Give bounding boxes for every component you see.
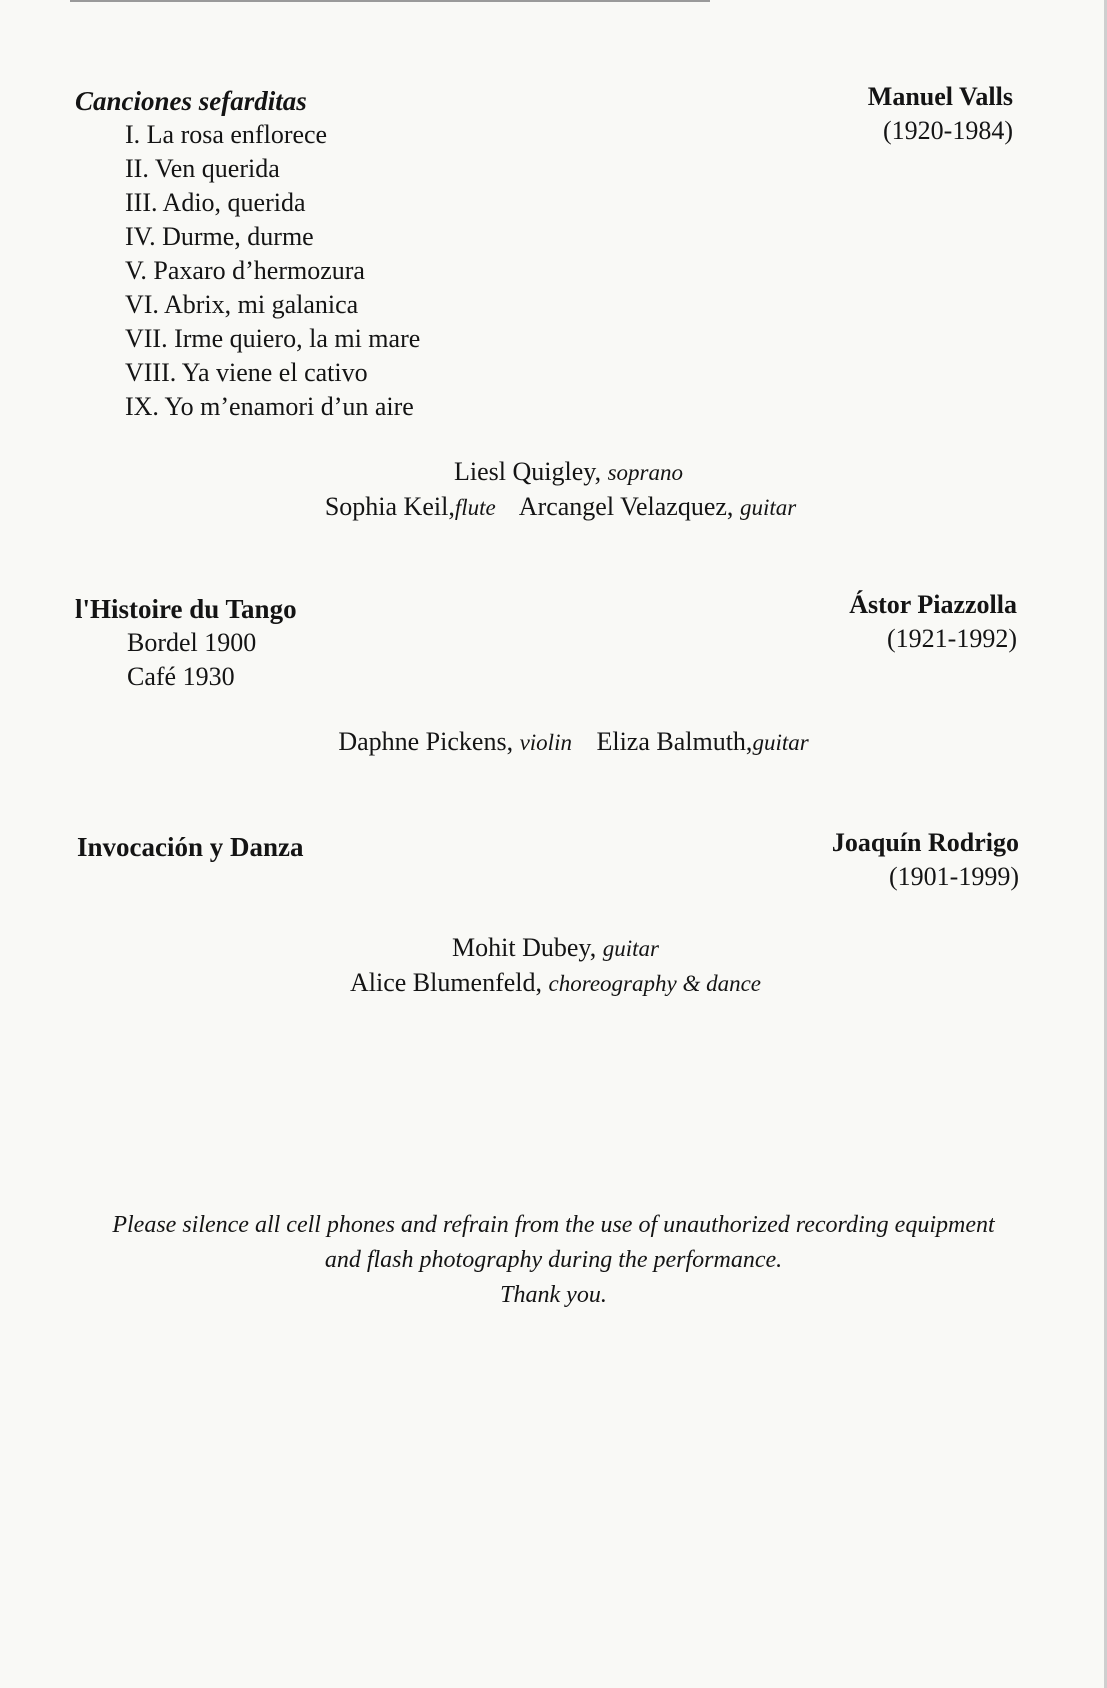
- performer-credits: [0, 931, 1107, 1001]
- composer-info: [849, 588, 1017, 656]
- movement-item: III. Adio, querida: [125, 188, 306, 217]
- movement-item: IV. Durme, durme: [125, 222, 314, 251]
- movement-item: IX. Yo m’enamori d’un aire: [125, 392, 414, 421]
- performer-instrument: violin: [519, 730, 572, 755]
- movement-item: VIII. Ya viene el cativo: [125, 358, 368, 387]
- notice-line: Please silence all cell phones and refrain from the use of unauthorized recording equipment: [112, 1212, 995, 1238]
- performer-name: Sophia Keil,: [324, 492, 455, 521]
- performer-instrument: choreography & dance: [548, 971, 762, 996]
- performer-instrument: soprano: [607, 460, 683, 485]
- performer-name: Mohit Dubey,: [452, 933, 597, 962]
- performer-instrument: guitar: [752, 730, 809, 755]
- performer-instrument: flute: [454, 495, 496, 520]
- movement-list: [127, 626, 256, 694]
- movement-item: VII. Irme quiero, la mi mare: [125, 324, 421, 353]
- performer-instrument: guitar: [739, 495, 797, 520]
- work-title: Invocación y Danza: [77, 832, 304, 862]
- composer-info: [868, 80, 1013, 148]
- work-title: l'Histoire du Tango: [75, 594, 297, 624]
- composer-info: [832, 826, 1019, 894]
- notice-line: and flash photography during the performance.: [324, 1247, 783, 1273]
- work-title: Canciones sefarditas: [75, 86, 307, 116]
- notice-line: Thank you.: [500, 1282, 607, 1308]
- performer-credits: [0, 455, 1107, 525]
- movement-item: Café 1930: [127, 662, 235, 691]
- performer-instrument: guitar: [602, 936, 659, 961]
- movement-item: V. Paxaro d’hermozura: [125, 256, 365, 285]
- movement-item: VI. Abrix, mi galanica: [125, 290, 359, 319]
- composer-name: Ástor Piazzolla: [849, 590, 1017, 619]
- performer-name: Alice Blumenfeld,: [349, 968, 543, 997]
- performer-name: Eliza Balmuth,: [596, 727, 753, 756]
- performer-credits: [0, 725, 1107, 760]
- performer-name: Arcangel Velazquez,: [518, 492, 734, 521]
- composer-name: Manuel Valls: [867, 82, 1013, 111]
- movement-item: Bordel 1900: [127, 628, 257, 657]
- composer-name: Joaquín Rodrigo: [831, 828, 1019, 857]
- composer-dates: (1921-1992): [887, 624, 1017, 653]
- composer-dates: (1920-1984): [883, 116, 1013, 145]
- composer-dates: (1901-1999): [889, 862, 1019, 891]
- performer-name: Liesl Quigley,: [454, 457, 602, 486]
- audience-notice: [0, 1208, 1107, 1313]
- top-border-line: [70, 0, 710, 2]
- movement-item: II. Ven querida: [125, 154, 280, 183]
- performer-name: Daphne Pickens,: [338, 727, 514, 756]
- movement-item: I. La rosa enflorece: [125, 120, 328, 149]
- movement-list: [125, 118, 420, 424]
